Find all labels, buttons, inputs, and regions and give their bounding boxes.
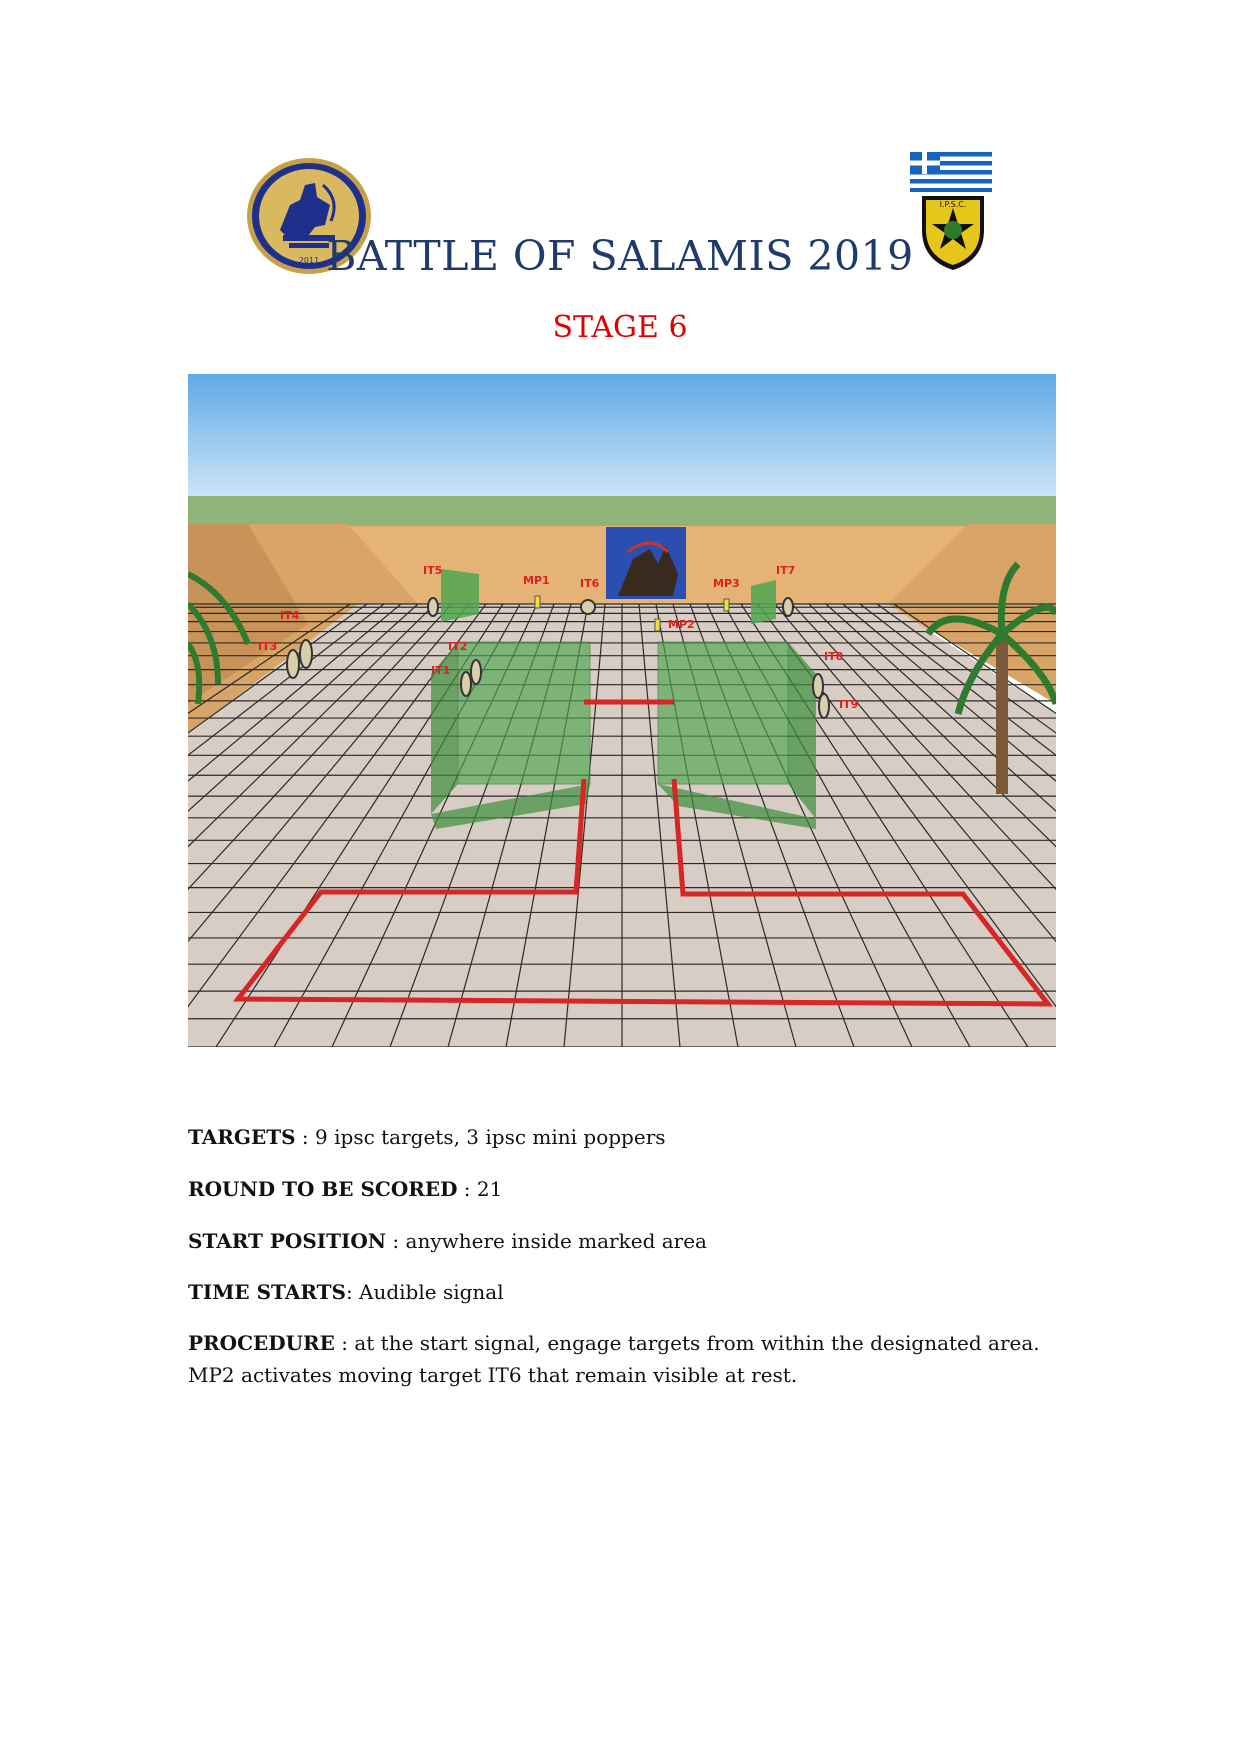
label-mp3: MP3 (713, 577, 740, 590)
greek-flag-icon (910, 152, 992, 192)
label-it6: IT6 (580, 577, 600, 590)
time-starts-label: TIME STARTS (188, 1280, 346, 1304)
label-it3: IT3 (258, 640, 278, 653)
stage-diagram (188, 374, 1056, 1047)
label-it9: IT9 (839, 698, 859, 711)
time-starts-value: : Audible signal (345, 1280, 504, 1304)
label-it2: IT2 (448, 640, 468, 653)
ipsc-logo-text: I.P.S.C. (939, 200, 967, 209)
label-it1: IT1 (431, 664, 451, 677)
procedure-value: : at the start signal, engage targets from within the designated area. MP2 activates moving target IT6 that remain visible at rest. (188, 1331, 1040, 1387)
time-starts-line (188, 1276, 1088, 1308)
sky (188, 374, 1056, 499)
start-position-label: START POSITION (188, 1229, 387, 1253)
wall-back-left (441, 569, 479, 622)
label-mp1: MP1 (523, 574, 550, 587)
page-title: BATTLE OF SALAMIS 2019 (326, 232, 914, 280)
rounds-line (188, 1173, 1088, 1205)
rounds-label: ROUND TO BE SCORED (188, 1177, 458, 1201)
wall-back-right (751, 580, 776, 624)
targets-label: TARGETS (188, 1125, 296, 1149)
stage-title: STAGE 6 (552, 310, 688, 345)
procedure-label: PROCEDURE (188, 1331, 335, 1355)
wall-right-box (658, 642, 788, 784)
rounds-value: : 21 (457, 1177, 503, 1201)
label-mp2: MP2 (668, 618, 695, 631)
procedure-line (188, 1327, 1058, 1391)
start-position-line (188, 1225, 1088, 1257)
label-it4: IT4 (280, 609, 300, 622)
targets-value: : 9 ipsc targets, 3 ipsc mini poppers (295, 1125, 666, 1149)
start-position-value: : anywhere inside marked area (386, 1229, 707, 1253)
logo-year: 2011 (298, 256, 320, 265)
label-it5: IT5 (423, 564, 443, 577)
targets-line (188, 1121, 1088, 1153)
label-it8: IT8 (824, 650, 844, 663)
grass (188, 496, 1056, 526)
label-it7: IT7 (776, 564, 796, 577)
